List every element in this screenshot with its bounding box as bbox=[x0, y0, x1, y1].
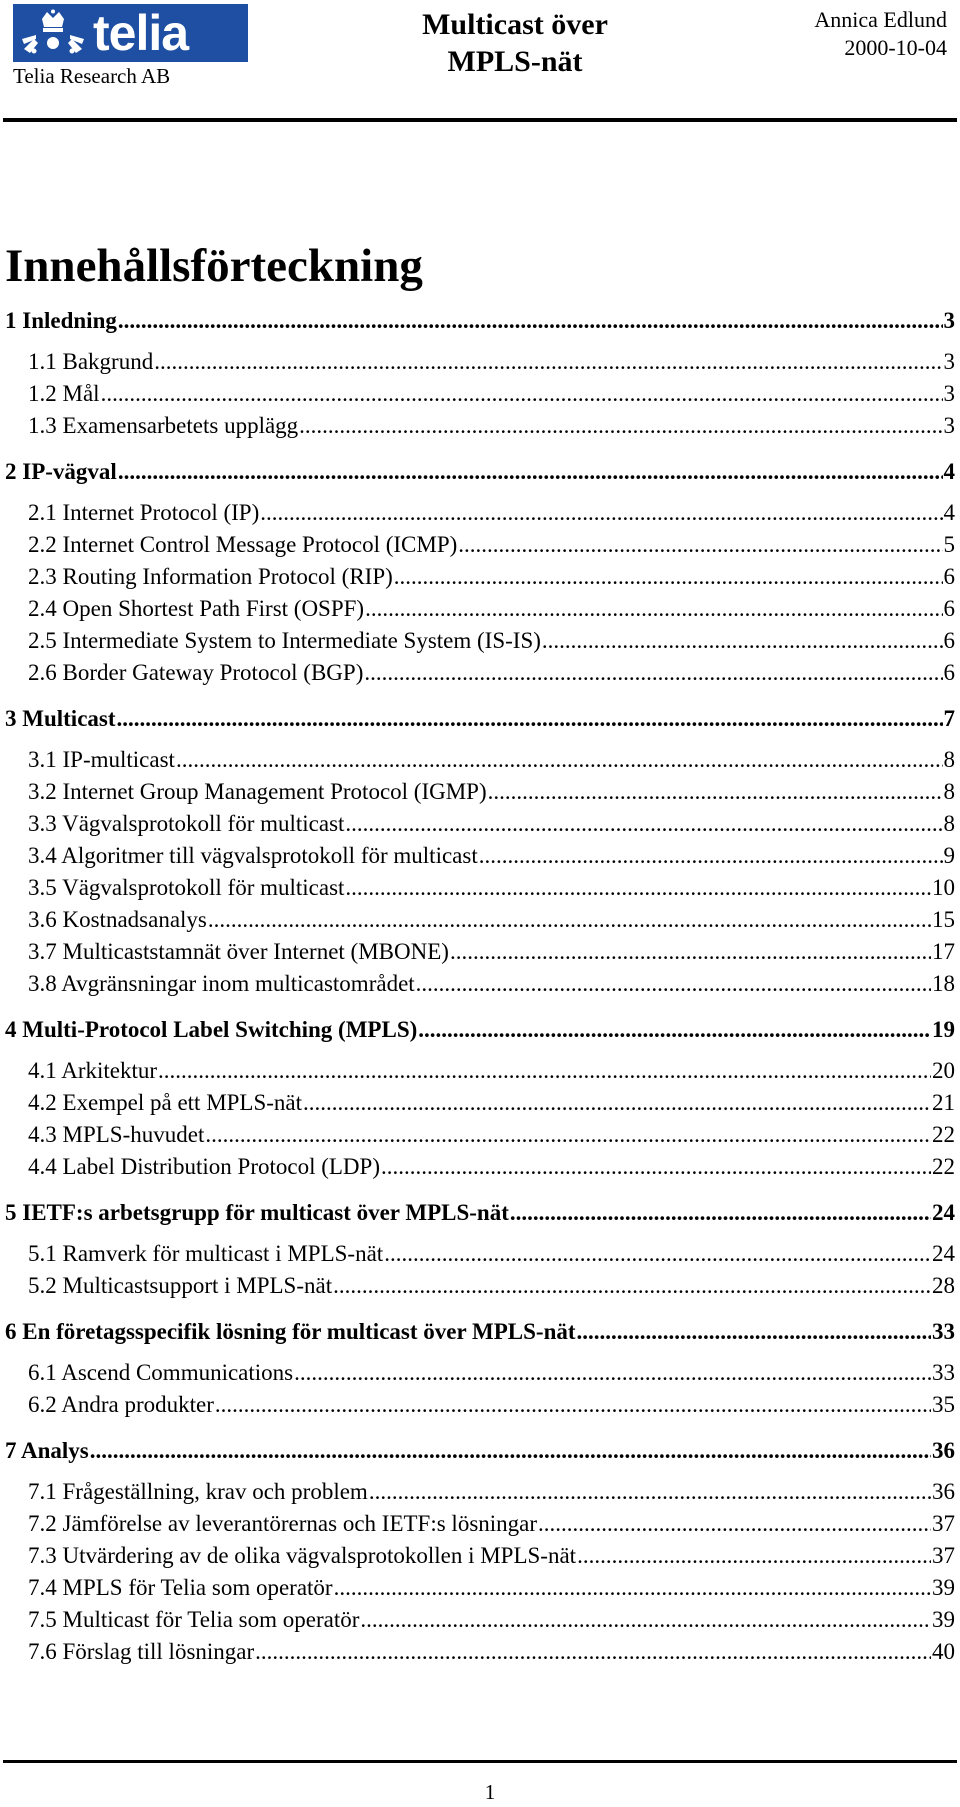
toc-entry-label: 7.6 Förslag till lösningar bbox=[28, 1639, 255, 1664]
toc-entry-page: 37 bbox=[932, 1511, 955, 1536]
toc-dot-leader bbox=[450, 936, 931, 968]
toc-entry-page: 33 bbox=[932, 1319, 955, 1344]
toc-entry-page: 39 bbox=[932, 1575, 955, 1600]
toc-entry-label: 1.3 Examensarbetets upplägg bbox=[28, 413, 299, 438]
toc-entry-page: 33 bbox=[932, 1360, 955, 1385]
toc-entry-page: 40 bbox=[932, 1639, 955, 1664]
toc-dot-leader bbox=[215, 1389, 931, 1421]
toc-entry-label: 2.1 Internet Protocol (IP) bbox=[28, 500, 260, 525]
toc-entry-page: 3 bbox=[943, 349, 955, 374]
toc-section-entry[interactable] bbox=[5, 1357, 955, 1389]
document-title-line-1: Multicast över bbox=[422, 8, 608, 41]
toc-entry-label: 1.1 Bakgrund bbox=[28, 349, 154, 374]
toc-chapter-entry[interactable] bbox=[5, 1197, 955, 1229]
toc-section-entry[interactable] bbox=[5, 1119, 955, 1151]
toc-entry-label: 7.1 Frågeställning, krav och problem bbox=[28, 1479, 368, 1504]
toc-dot-leader bbox=[334, 1572, 931, 1604]
toc-entry-label: 4.1 Arkitektur bbox=[28, 1058, 158, 1083]
toc-section-entry[interactable] bbox=[5, 529, 955, 561]
toc-entry-page: 4 bbox=[943, 459, 955, 484]
toc-entry-page: 5 bbox=[943, 532, 955, 557]
toc-section-entry[interactable] bbox=[5, 625, 955, 657]
toc-entry-label: 4 Multi-Protocol Label Switching (MPLS) bbox=[5, 1017, 418, 1042]
toc-entry-page: 17 bbox=[932, 939, 955, 964]
toc-entry-page: 35 bbox=[932, 1392, 955, 1417]
toc-entry-page: 9 bbox=[943, 843, 955, 868]
toc-entry-page: 3 bbox=[943, 413, 955, 438]
author-block bbox=[814, 6, 947, 62]
toc-entry-label: 7.2 Jämförelse av leverantörernas och IETF:s lösningar bbox=[28, 1511, 538, 1536]
toc-entry-page: 6 bbox=[943, 660, 955, 685]
toc-entry-label: 3.7 Multicaststamnät över Internet (MBONE) bbox=[28, 939, 449, 964]
toc-entry-page: 6 bbox=[943, 628, 955, 653]
toc-dot-leader bbox=[510, 1197, 931, 1229]
toc-entry-label: 3.5 Vägvalsprotokoll för multicast bbox=[28, 875, 345, 900]
toc-entry-page: 6 bbox=[943, 596, 955, 621]
toc-section-entry[interactable] bbox=[5, 410, 955, 442]
toc-dot-leader bbox=[303, 1087, 931, 1119]
toc-dot-leader bbox=[333, 1270, 931, 1302]
toc-dot-leader bbox=[154, 346, 942, 378]
toc-entry-page: 18 bbox=[932, 971, 955, 996]
toc-dot-leader bbox=[294, 1357, 931, 1389]
toc-entry-label: 6.2 Andra produkter bbox=[28, 1392, 214, 1417]
toc-entry-label: 4.3 MPLS-huvudet bbox=[28, 1122, 205, 1147]
toc-entry-label: 3.3 Vägvalsprotokoll för multicast bbox=[28, 811, 345, 836]
toc-entry-page: 22 bbox=[932, 1122, 955, 1147]
toc-section-entry[interactable] bbox=[5, 561, 955, 593]
toc-dot-leader bbox=[101, 378, 943, 410]
toc-section-entry[interactable] bbox=[5, 1238, 955, 1270]
toc-dot-leader bbox=[176, 744, 943, 776]
toc-dot-leader bbox=[394, 561, 943, 593]
toc-entry-page: 20 bbox=[932, 1058, 955, 1083]
author-name: Annica Edlund bbox=[814, 7, 947, 32]
toc-entry-label: 6 En företagsspecifik lösning för multicast över MPLS-nät bbox=[5, 1319, 576, 1344]
toc-entry-label: 3 Multicast bbox=[5, 706, 116, 731]
toc-dot-leader bbox=[538, 1508, 931, 1540]
toc-entry-label: 6.1 Ascend Communications bbox=[28, 1360, 294, 1385]
toc-section-entry[interactable] bbox=[5, 968, 955, 1000]
toc-section-entry[interactable] bbox=[5, 1540, 955, 1572]
toc-entry-label: 1.2 Mål bbox=[28, 381, 100, 406]
toc-dot-leader bbox=[255, 1636, 931, 1668]
footer-rule bbox=[3, 1760, 957, 1763]
toc-entry-page: 15 bbox=[932, 907, 955, 932]
toc-dot-leader bbox=[488, 776, 943, 808]
toc-chapter-entry[interactable] bbox=[5, 1435, 955, 1467]
toc-dot-leader bbox=[158, 1055, 931, 1087]
toc-entry-label: 4.2 Exempel på ett MPLS-nät bbox=[28, 1090, 303, 1115]
toc-dot-leader bbox=[360, 1604, 931, 1636]
header-rule bbox=[3, 118, 957, 122]
toc-dot-leader bbox=[416, 968, 931, 1000]
toc-entry-label: 7.4 MPLS för Telia som operatör bbox=[28, 1575, 333, 1600]
toc-dot-leader bbox=[365, 593, 942, 625]
toc-entry-page: 6 bbox=[943, 564, 955, 589]
document-date: 2000-10-04 bbox=[844, 35, 947, 60]
toc-chapter-entry[interactable] bbox=[5, 305, 955, 337]
page-number: 1 bbox=[484, 1780, 496, 1804]
toc-dot-leader bbox=[299, 410, 942, 442]
table-of-contents bbox=[5, 305, 955, 1668]
toc-entry-page: 21 bbox=[932, 1090, 955, 1115]
page-header bbox=[0, 0, 960, 125]
toc-entry-page: 22 bbox=[932, 1154, 955, 1179]
toc-dot-leader bbox=[118, 305, 943, 337]
toc-dot-leader bbox=[205, 1119, 931, 1151]
toc-section-entry[interactable] bbox=[5, 1508, 955, 1540]
toc-entry-label: 2.3 Routing Information Protocol (RIP) bbox=[28, 564, 393, 589]
toc-section-entry[interactable] bbox=[5, 378, 955, 410]
toc-section-entry[interactable] bbox=[5, 744, 955, 776]
toc-entry-page: 8 bbox=[943, 779, 955, 804]
toc-entry-label: 2.4 Open Shortest Path First (OSPF) bbox=[28, 596, 365, 621]
toc-entry-page: 4 bbox=[943, 500, 955, 525]
toc-dot-leader bbox=[260, 497, 942, 529]
toc-entry-page: 3 bbox=[943, 381, 955, 406]
toc-section-entry[interactable] bbox=[5, 1087, 955, 1119]
toc-heading: Innehållsförteckning bbox=[5, 240, 423, 293]
toc-entry-page: 39 bbox=[932, 1607, 955, 1632]
toc-section-entry[interactable] bbox=[5, 1476, 955, 1508]
toc-dot-leader bbox=[364, 657, 942, 689]
toc-dot-leader bbox=[369, 1476, 931, 1508]
crown-icon bbox=[13, 4, 93, 62]
toc-entry-label: 3.8 Avgränsningar inom multicastområdet bbox=[28, 971, 415, 996]
toc-entry-label: 7.5 Multicast för Telia som operatör bbox=[28, 1607, 360, 1632]
toc-dot-leader bbox=[577, 1316, 931, 1348]
toc-entry-label: 5.1 Ramverk för multicast i MPLS-nät bbox=[28, 1241, 384, 1266]
toc-section-entry[interactable] bbox=[5, 1572, 955, 1604]
document-title-line-2: MPLS-nät bbox=[447, 45, 583, 78]
toc-dot-leader bbox=[542, 625, 943, 657]
toc-entry-label: 7.3 Utvärdering av de olika vägvalsprotokollen i MPLS-nät bbox=[28, 1543, 577, 1568]
toc-entry-page: 36 bbox=[932, 1438, 955, 1463]
toc-entry-label: 2.2 Internet Control Message Protocol (ICMP) bbox=[28, 532, 458, 557]
document-title bbox=[380, 6, 650, 80]
toc-section-entry[interactable] bbox=[5, 904, 955, 936]
toc-section-entry[interactable] bbox=[5, 1636, 955, 1668]
toc-dot-leader bbox=[345, 808, 942, 840]
toc-entry-page: 28 bbox=[932, 1273, 955, 1298]
toc-section-entry[interactable] bbox=[5, 808, 955, 840]
toc-chapter-entry[interactable] bbox=[5, 456, 955, 488]
toc-entry-label: 2.5 Intermediate System to Intermediate System (IS-IS) bbox=[28, 628, 541, 653]
toc-entry-page: 7 bbox=[943, 706, 955, 731]
toc-dot-leader bbox=[118, 456, 943, 488]
toc-dot-leader bbox=[479, 840, 943, 872]
toc-entry-page: 8 bbox=[943, 811, 955, 836]
toc-section-entry[interactable] bbox=[5, 1270, 955, 1302]
toc-entry-label: 7 Analys bbox=[5, 1438, 89, 1463]
toc-entry-label: 3.4 Algoritmer till vägvalsprotokoll för multicast bbox=[28, 843, 478, 868]
toc-dot-leader bbox=[90, 1435, 931, 1467]
toc-chapter-entry[interactable] bbox=[5, 1014, 955, 1046]
toc-entry-page: 24 bbox=[932, 1241, 955, 1266]
toc-section-entry[interactable] bbox=[5, 1389, 955, 1421]
toc-section-entry[interactable] bbox=[5, 840, 955, 872]
toc-chapter-entry[interactable] bbox=[5, 1316, 955, 1348]
toc-entry-label: 5.2 Multicastsupport i MPLS-nät bbox=[28, 1273, 333, 1298]
toc-dot-leader bbox=[117, 703, 943, 735]
toc-dot-leader bbox=[345, 872, 931, 904]
toc-entry-label: 4.4 Label Distribution Protocol (LDP) bbox=[28, 1154, 380, 1179]
toc-entry-page: 8 bbox=[943, 747, 955, 772]
toc-entry-label: 1 Inledning bbox=[5, 308, 117, 333]
toc-section-entry[interactable] bbox=[5, 657, 955, 689]
toc-entry-page: 37 bbox=[932, 1543, 955, 1568]
toc-dot-leader bbox=[577, 1540, 931, 1572]
logo-wordmark: telia bbox=[93, 5, 189, 61]
toc-entry-label: 2 IP-vägval bbox=[5, 459, 117, 484]
toc-entry-label: 3.6 Kostnadsanalys bbox=[28, 907, 207, 932]
toc-dot-leader bbox=[208, 904, 931, 936]
company-name: Telia Research AB bbox=[13, 64, 171, 88]
toc-section-entry[interactable] bbox=[5, 593, 955, 625]
toc-entry-page: 24 bbox=[932, 1200, 955, 1225]
toc-dot-leader bbox=[381, 1151, 931, 1183]
toc-chapter-entry[interactable] bbox=[5, 703, 955, 735]
telia-logo bbox=[13, 4, 248, 62]
toc-dot-leader bbox=[384, 1238, 931, 1270]
toc-dot-leader bbox=[418, 1014, 931, 1046]
toc-entry-label: 3.1 IP-multicast bbox=[28, 747, 175, 772]
toc-section-entry[interactable] bbox=[5, 872, 955, 904]
toc-section-entry[interactable] bbox=[5, 776, 955, 808]
toc-dot-leader bbox=[458, 529, 942, 561]
toc-section-entry[interactable] bbox=[5, 936, 955, 968]
toc-entry-label: 2.6 Border Gateway Protocol (BGP) bbox=[28, 660, 364, 685]
toc-section-entry[interactable] bbox=[5, 346, 955, 378]
toc-entry-page: 19 bbox=[932, 1017, 955, 1042]
toc-section-entry[interactable] bbox=[5, 497, 955, 529]
toc-entry-label: 5 IETF:s arbetsgrupp för multicast över MPLS-nät bbox=[5, 1200, 509, 1225]
toc-section-entry[interactable] bbox=[5, 1055, 955, 1087]
toc-entry-page: 36 bbox=[932, 1479, 955, 1504]
toc-entry-label: 3.2 Internet Group Management Protocol (IGMP) bbox=[28, 779, 487, 804]
toc-entry-page: 10 bbox=[932, 875, 955, 900]
toc-section-entry[interactable] bbox=[5, 1604, 955, 1636]
toc-entry-page: 3 bbox=[943, 308, 955, 333]
toc-section-entry[interactable] bbox=[5, 1151, 955, 1183]
